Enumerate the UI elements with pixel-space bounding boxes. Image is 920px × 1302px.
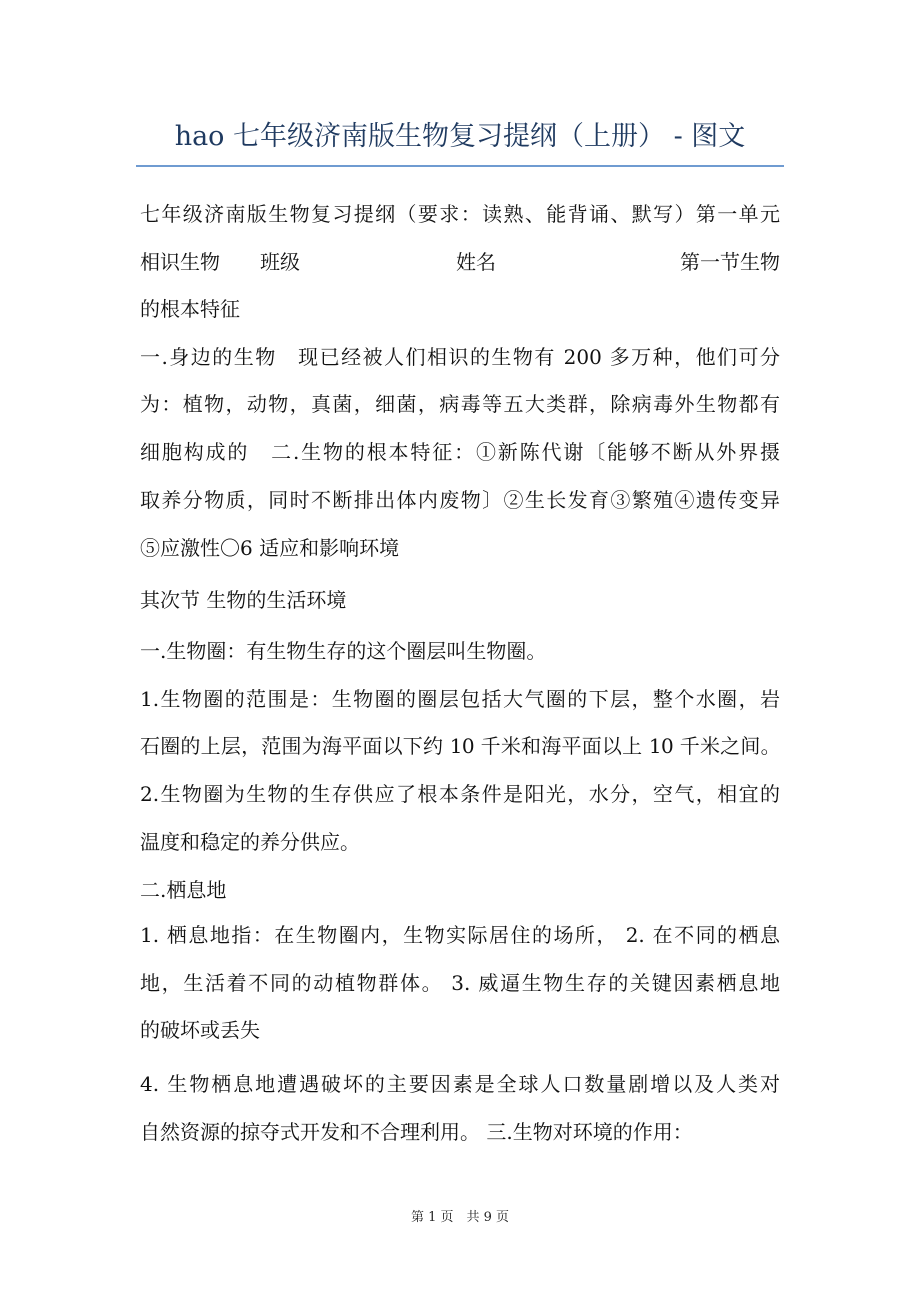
text-line: ⑤应激性〇6 适应和影响环境 [140,536,400,560]
text-line: 取养分物质，同时不断排出体内废物〕②生长发育③繁殖④遗传变异 [140,488,780,512]
text-line: 一.生物圈：有生物生存的这个圈层叫生物圈。 [140,639,547,663]
text-line: 自然资源的掠夺式开发和不合理利用。 三.生物对环境的作用： [140,1120,693,1144]
section-heading: 二.栖息地 [140,878,227,902]
section-heading: 第一节生物 [680,250,780,274]
name-field-label: 姓名 [456,250,496,274]
text-line: 4. 生物栖息地遭遇破坏的主要因素是全球人口数量剧增以及人类对 [140,1072,780,1096]
section-heading: 其次节 生物的生活环境 [140,588,347,612]
text-line: 的根本特征 [140,297,240,321]
text-line: 1. 栖息地指：在生物圈内，生物实际居住的场所， 2. 在不同的栖息 [140,923,780,947]
text-line: 七年级济南版生物复习提纲（要求：读熟、能背诵、默写）第一单元 [140,202,780,226]
text-line: 石圈的上层，范围为海平面以下约 10 千米和海平面以上 10 千米之间。 [140,734,780,758]
text-line: 地，生活着不同的动植物群体。 3. 威逼生物生存的关键因素栖息地 [140,971,780,995]
document-title: hao 七年级济南版生物复习提纲（上册） - 图文 [174,121,746,152]
text-line: 一.身边的生物 现已经被人们相识的生物有 200 多万种，他们可分 [140,345,780,369]
text-line: 2.生物圈为生物的生存供应了根本条件是阳光，水分，空气，相宜的 [140,782,780,806]
title-divider [136,165,784,167]
class-field-label: 班级 [260,250,300,274]
form-label: 相识生物 [140,250,220,274]
page-number: 第 1 页 共 9 页 [410,1210,510,1225]
text-line: 温度和稳定的养分供应。 [140,830,360,854]
text-line: 的破坏或丢失 [140,1018,260,1042]
text-line: 为：植物，动物，真菌，细菌，病毒等五大类群，除病毒外生物都有 [140,392,780,416]
text-line: 细胞构成的 二.生物的根本特征：①新陈代谢〔能够不断从外界摄 [140,440,780,464]
text-line: 1.生物圈的范围是：生物圈的圈层包括大气圈的下层，整个水圈，岩 [140,687,780,711]
